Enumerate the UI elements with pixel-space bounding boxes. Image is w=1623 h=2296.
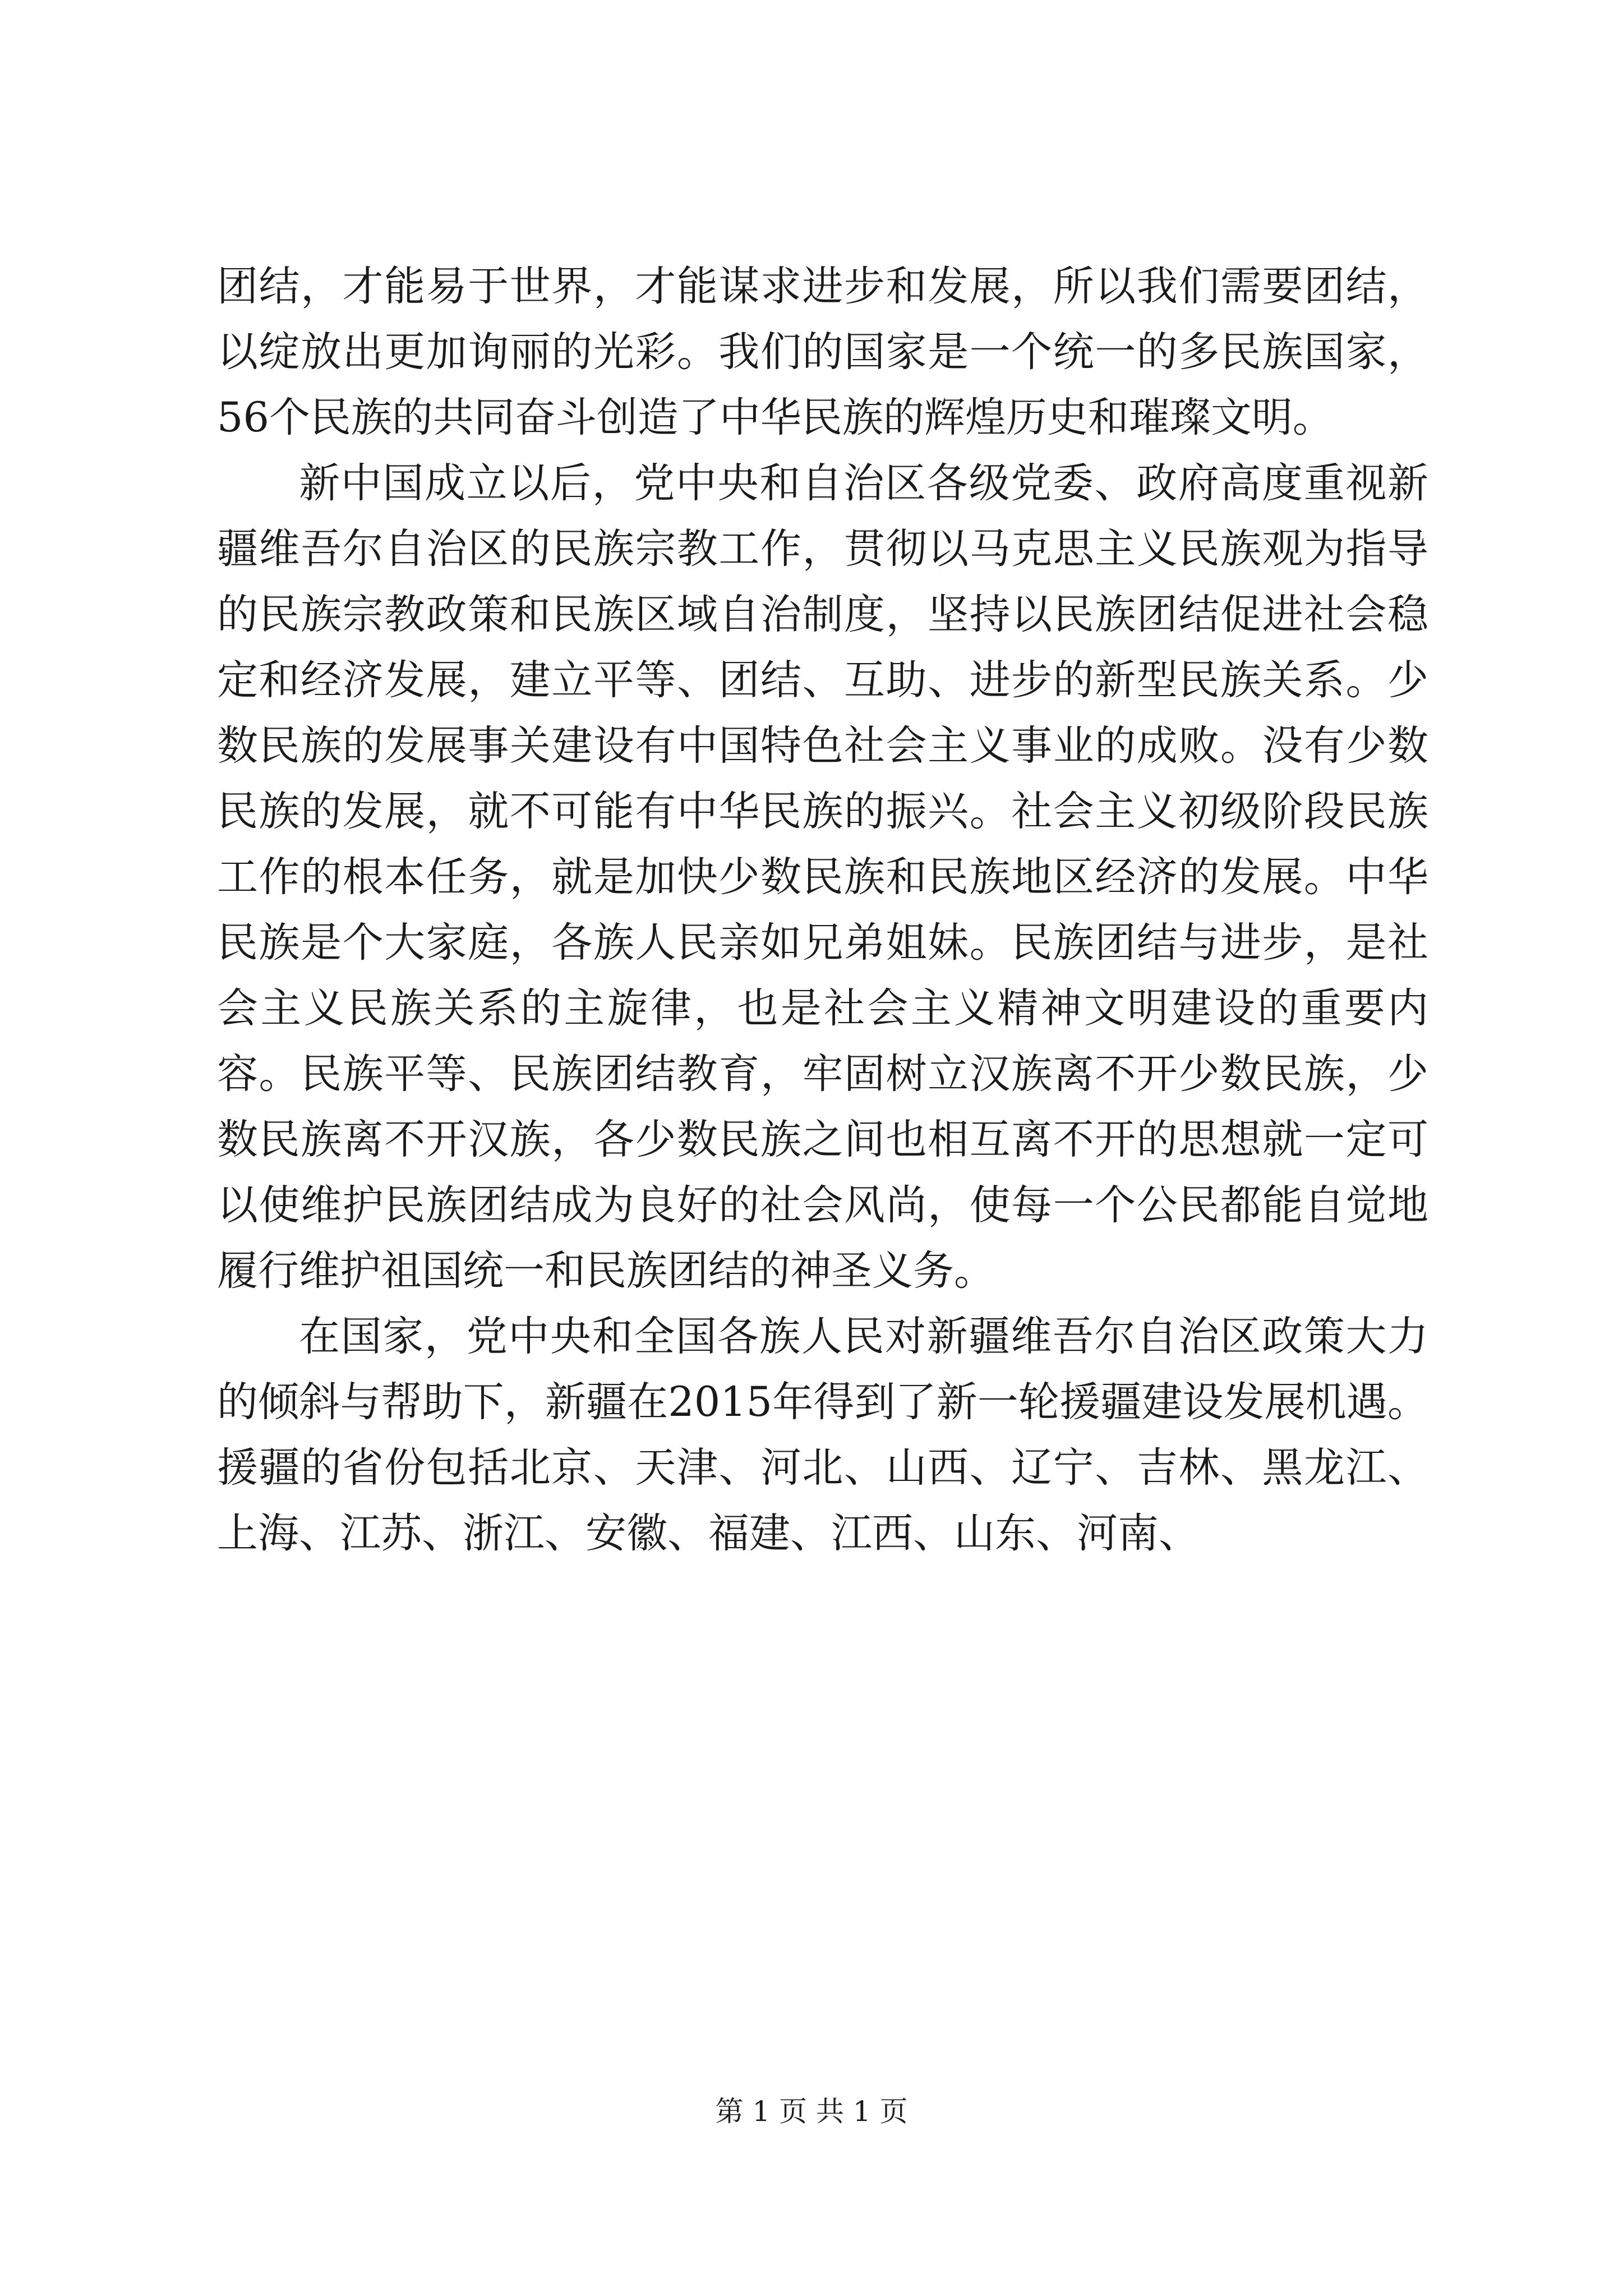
page-number-label: 第 1 页 共 1 页: [715, 2095, 908, 2128]
document-body: [217, 254, 1428, 1566]
page-footer: [0, 2093, 1623, 2129]
paragraph-1: 团结，才能易于世界，才能谋求进步和发展，所以我们需要团结，以绽放出更加询丽的光彩。我们的国家是一个统一的多民族国家，56个民族的共同奋斗创造了中华民族的辉煌历史和璀璨文明。: [217, 263, 1428, 441]
paragraph-2: 新中国成立以后，党中央和自治区各级党委、政府高度重视新疆维吾尔自治区的民族宗教工作，贯彻以马克思主义民族观为指导的民族宗教政策和民族区域自治制度，坚持以民族团结促进社会稳定和经济发展，建立平等、团结、互助、进步的新型民族关系。少数民族的发展事关建设有中国特色社会主义事业的成败。没有少数民族的发展，就不可能有中华民族的振兴。社会主义初级阶段民族工作的根本任务，就是加快少数民族和民族地区经济的发展。中华民族是个大家庭，各族人民亲如兄弟姐妹。民族团结与进步，是社会主义民族关系的主旋律，也是社会主义精神文明建设的重要内容。民族平等、民族团结教育，牢固树立汉族离不开少数民族，少数民族离不开汉族，各少数民族之间也相互离不开的思想就一定可以使维护民族团结成为良好的社会风尚，使每一个公民都能自觉地履行维护祖国统一和民族团结的神圣义务。: [217, 459, 1428, 1295]
paragraph-3: 在国家，党中央和全国各族人民对新疆维吾尔自治区政策大力的倾斜与帮助下，新疆在2015年得到了新一轮援疆建设发展机遇。援疆的省份包括北京、天津、河北、山西、辽宁、吉林、黑龙江、上海、江苏、浙江、安徽、福建、江西、山东、河南、: [217, 1313, 1428, 1557]
